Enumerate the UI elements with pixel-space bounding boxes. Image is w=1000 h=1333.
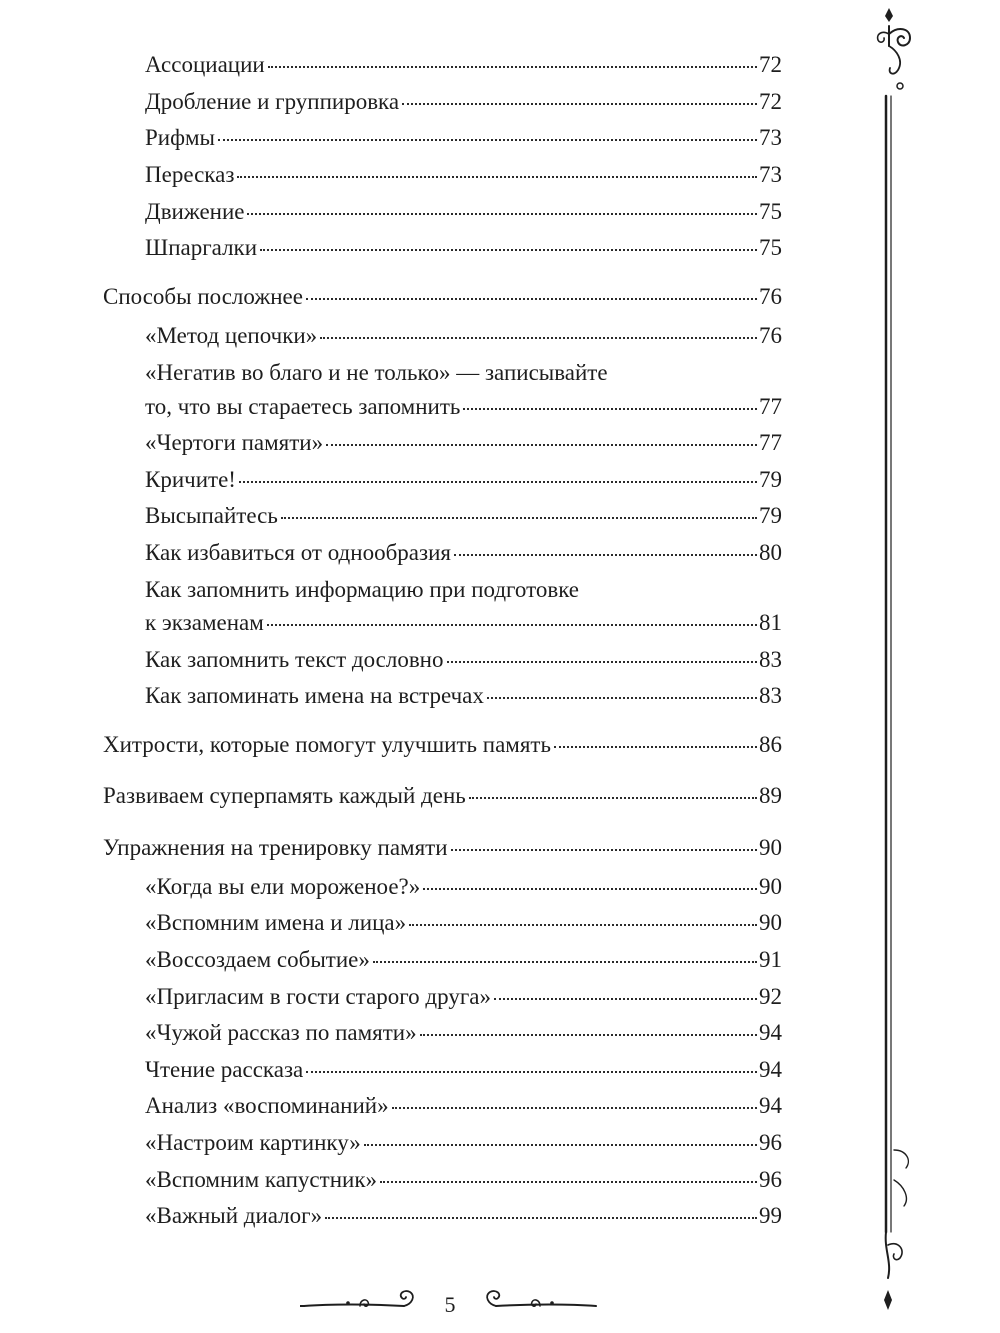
toc-entry-page: 96 [759,1167,782,1192]
toc-entry[interactable] [145,1091,782,1121]
toc-entry-page: 91 [759,947,782,972]
leader-dots [494,998,757,1000]
toc-section-title: Способы посложнее [103,284,303,309]
leader-dots [373,961,757,963]
toc-entry[interactable] [145,872,782,902]
vertical-flourish-icon [862,0,932,1333]
toc-section-title: Развиваем суперпамять каждый день [103,783,466,808]
toc-entry[interactable] [145,1165,782,1195]
leader-dots [247,213,757,215]
toc-entry-page: 83 [759,683,782,708]
toc-entry-title: «Важный диалог» [145,1203,323,1228]
toc-entry-page: 94 [759,1020,782,1045]
toc-section-entry[interactable] [103,282,782,312]
toc-entry-title: Пересказ [145,162,235,187]
toc-entry-title: Ассоциации [145,52,265,77]
toc-entry-title: Шпаргалки [145,235,258,260]
toc-entry-title: «Вспомним имена и лица» [145,910,407,935]
toc-entry[interactable] [145,1128,782,1158]
leader-dots [326,444,757,446]
toc-entry-page: 80 [759,540,782,565]
toc-entry-title: то, что вы стараетесь запомнить [145,394,461,419]
toc-entry-page: 83 [759,647,782,672]
toc-entry[interactable] [145,465,782,495]
toc-entry-page: 76 [759,323,782,348]
toc-entry-page: 81 [759,610,782,635]
toc-entry[interactable] [145,645,782,675]
toc-entry-page: 77 [759,394,782,419]
page-number: 5 [444,1292,456,1317]
toc-entry-title: Как запоминать имена на встречах [145,683,484,708]
toc-entry-title: «Метод цепочки» [145,323,318,348]
toc-entry[interactable] [145,197,782,227]
toc-entry-title: «Настроим картинку» [145,1130,361,1155]
toc-entry-page: 96 [759,1130,782,1155]
toc-entry-title: Дробление и группировка [145,89,400,114]
leader-dots [463,408,757,410]
leader-dots [260,249,757,251]
toc-entry-title: Рифмы [145,125,216,150]
leader-dots [454,554,757,556]
toc-entry-page: 75 [759,235,782,260]
toc-entry[interactable] [145,1018,782,1048]
leader-dots [423,888,757,890]
left-swash-icon [300,1282,420,1322]
leader-dots [409,924,757,926]
toc-entry-title: Как избавиться от однообразия [145,540,451,565]
toc-entry-title: «Пригласим в гости старого друга» [145,984,491,1009]
toc-section-page: 86 [759,732,782,757]
leader-dots [306,1071,757,1073]
toc-entry-page: 73 [759,125,782,150]
toc-entry-first-line: «Негатив во благо и не только» — записывайте [145,360,608,385]
leader-dots [447,661,758,663]
toc-entry[interactable] [145,945,782,975]
toc-entry-first-line: Как запомнить информацию при подготовке [145,577,580,602]
toc-entry-page: 77 [759,430,782,455]
toc-section-page: 90 [759,835,782,860]
leader-dots [218,139,757,141]
toc-entry[interactable] [145,501,782,531]
toc-entry-title: «Когда вы ели мороженое?» [145,874,421,899]
leader-dots [320,337,757,339]
toc-section-entry[interactable] [103,781,782,811]
leader-dots [306,298,757,300]
toc-entry[interactable] [145,233,782,263]
toc-entry[interactable] [145,538,782,568]
toc-section-entry[interactable] [103,833,782,863]
leader-dots [281,517,757,519]
toc-entry[interactable] [145,982,782,1012]
toc-entry[interactable] [145,908,782,938]
toc-entry-page: 75 [759,199,782,224]
toc-entry[interactable] [145,123,782,153]
toc-entry-page: 73 [759,162,782,187]
toc-entry-page: 72 [759,89,782,114]
toc-section-page: 76 [759,284,782,309]
toc-entry-title: «Вспомним капустник» [145,1167,377,1192]
leader-dots [554,746,757,748]
toc-entry-page: 72 [759,52,782,77]
toc-entry[interactable] [145,428,782,458]
leader-dots [487,697,757,699]
toc-entry-page: 90 [759,910,782,935]
toc-entry-title: Анализ «воспоминаний» [145,1093,389,1118]
toc-entry[interactable] [145,1055,782,1085]
toc-section-page: 89 [759,783,782,808]
toc-section-entry[interactable] [103,730,782,760]
toc-entry-title: «Чертоги памяти» [145,430,324,455]
leader-dots [239,481,757,483]
toc-section-title: Упражнения на тренировку памяти [103,835,448,860]
leader-dots [469,797,757,799]
toc-entry-page: 99 [759,1203,782,1228]
toc-entry-title: Чтение рассказа [145,1057,304,1082]
toc-entry-title: «Чужой рассказ по памяти» [145,1020,417,1045]
leader-dots [451,849,757,851]
toc-entry-page: 79 [759,467,782,492]
toc-entry-title: Кричите! [145,467,236,492]
toc-entry[interactable] [145,321,782,351]
toc-section-title: Хитрости, которые помогут улучшить память [103,732,551,757]
toc-entry-page: 94 [759,1093,782,1118]
toc-entry[interactable] [145,608,782,638]
leader-dots [364,1144,757,1146]
toc-entry[interactable] [145,50,782,80]
leader-dots [402,103,757,105]
leader-dots [325,1217,757,1219]
leader-dots [420,1034,757,1036]
toc-entry-title: «Воссоздаем событие» [145,947,370,972]
toc-entry-title: Как запомнить текст дословно [145,647,444,672]
right-swash-icon [480,1282,600,1322]
leader-dots [267,624,757,626]
toc-entry[interactable] [145,392,782,422]
leader-dots [237,176,757,178]
toc-entry[interactable] [145,87,782,117]
toc-entry[interactable] [145,1201,782,1231]
toc-entry-page: 92 [759,984,782,1009]
toc-entry-page: 79 [759,503,782,528]
toc-entry-title: к экзаменам [145,610,264,635]
toc-entry-title: Высыпайтесь [145,503,278,528]
toc-entry[interactable] [145,681,782,711]
leader-dots [268,66,757,68]
toc-entry-page: 94 [759,1057,782,1082]
toc-entry[interactable] [145,160,782,190]
toc-entry-title: Движение [145,199,245,224]
leader-dots [380,1181,757,1183]
toc-entry-page: 90 [759,874,782,899]
leader-dots [392,1107,757,1109]
